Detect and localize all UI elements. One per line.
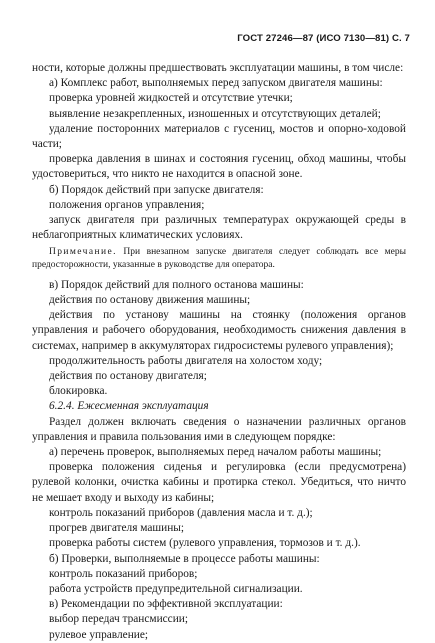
body-paragraph: б) Проверки, выполняемые в процессе работы машины: bbox=[49, 552, 320, 565]
body-paragraph: действия по останову движения машины; bbox=[49, 294, 251, 307]
page-header: ГОСТ 27246—87 (ИСО 7130—81) С. 7 bbox=[237, 33, 410, 44]
body-paragraph: проверка работы систем (рулевого управления, тормозов и т. д.). bbox=[49, 537, 361, 550]
body-paragraph: контроль показаний приборов (давления масла и т. д.); bbox=[49, 506, 313, 519]
body-paragraph: а) перечень проверок, выполняемых перед началом работы машины; bbox=[49, 446, 382, 459]
body-paragraph: выбор передач трансмиссии; bbox=[49, 613, 189, 626]
body-paragraph: положения органов управления; bbox=[49, 198, 205, 211]
body-paragraph: проверка положения сиденья и регулировка (если предусмотрена) рулевой колонки, очистка кабины и протирка стекол. Убедиться, что ничто не мешает входу и выходу из кабины; bbox=[32, 461, 406, 504]
note-paragraph bbox=[32, 246, 406, 270]
body-paragraph: выявление незакрепленных, изношенных и отсутствующих деталей; bbox=[49, 107, 381, 120]
body-paragraph: запуск двигателя при различных температурах окружающей среды в неблагоприятных климатических условиях. bbox=[32, 214, 406, 242]
body-paragraph: работа устройств предупредительной сигнализации. bbox=[49, 582, 303, 595]
body-paragraph: рулевое управление; bbox=[49, 628, 149, 641]
body-paragraph: проверка давления в шинах и состояния гусениц, обход машины, чтобы удостовериться, что никто не находится в опасной зоне. bbox=[32, 153, 406, 181]
document-body bbox=[32, 61, 406, 643]
body-paragraph: блокировка. bbox=[49, 385, 108, 398]
section-heading: 6.2.4. Ежесменная эксплуатация bbox=[49, 400, 209, 413]
body-paragraph: действия по установу машины на стоянку (положения органов управления и рабочего оборудования, необходимость снижения давления в системах, например в аккумуляторах гидросистемы рулевого управления); bbox=[32, 309, 406, 352]
body-paragraph: в) Рекомендации по эффективной эксплуатации: bbox=[49, 598, 283, 611]
body-paragraph: б) Порядок действий при запуске двигателя: bbox=[49, 183, 264, 196]
body-paragraph: действия по останову двигателя; bbox=[49, 370, 207, 383]
note-text: При внезапном запуске двигателя следует соблюдать все меры предосторожности, указанные в руководстве для оператора. bbox=[32, 247, 406, 270]
body-paragraph: прогрев двигателя машины; bbox=[49, 522, 185, 535]
body-paragraph: удаление посторонних материалов с гусениц, мостов и опорно-ходовой части; bbox=[32, 122, 406, 151]
body-paragraph: Раздел должен включать сведения о назначении различных органов управления и правила пользования ими в следующем порядке: bbox=[32, 415, 406, 443]
body-paragraph: ности, которые должны предшествовать эксплуатации машины, в том числе: bbox=[32, 62, 404, 74]
body-paragraph: в) Порядок действий для полного останова машины: bbox=[49, 278, 304, 291]
body-paragraph: проверка уровней жидкостей и отсутствие утечки; bbox=[49, 92, 293, 105]
body-paragraph: контроль показаний приборов; bbox=[49, 567, 198, 580]
body-paragraph: продолжительность работы двигателя на холостом ходу; bbox=[49, 354, 323, 367]
note-label: Примечание. bbox=[49, 247, 117, 258]
body-paragraph: а) Комплекс работ, выполняемых перед запуском двигателя машины: bbox=[49, 77, 383, 90]
